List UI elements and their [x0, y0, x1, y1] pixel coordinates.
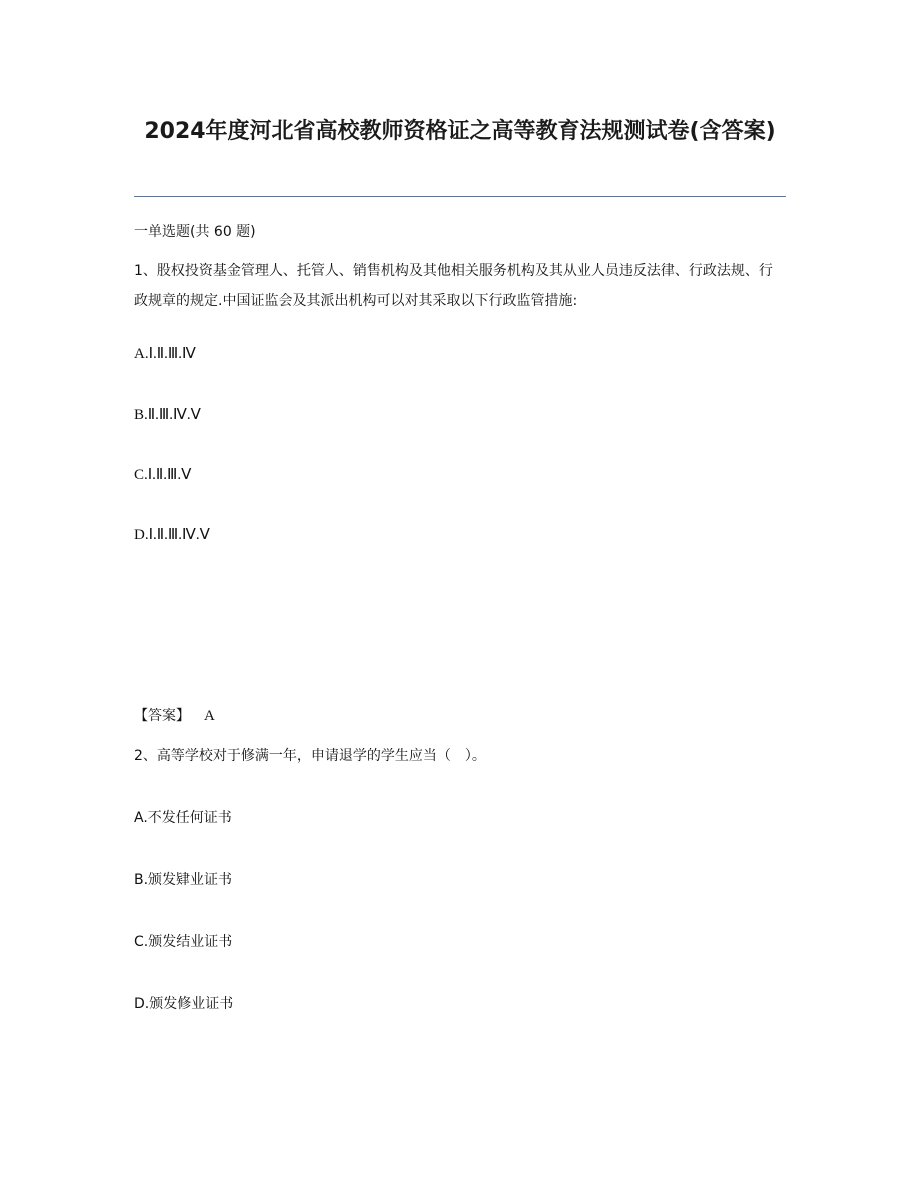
question-2-text: 2、高等学校对于修满一年，申请退学的学生应当（ ）。 — [134, 748, 486, 764]
answer-line — [134, 706, 215, 726]
question-2-option-d: D.颁发修业证书 — [134, 996, 234, 1012]
question-1-option-c: C.Ⅰ.Ⅱ.Ⅲ.Ⅴ — [134, 467, 192, 483]
question-1-text: 1、股权投资基金管理人、托管人、销售机构及其他相关服务机构及其从业人员违反法律、行政法规、行政规章的规定.中国证监会及其派出机构可以对其采取以下行政监管措施: — [134, 263, 773, 309]
answer-label: 【答案】 — [134, 708, 190, 724]
question-2-option-b: B.颁发肄业证书 — [134, 872, 233, 888]
question-1-option-d: D.Ⅰ.Ⅱ.Ⅲ.Ⅳ.Ⅴ — [134, 527, 210, 543]
page-title: 2024年度河北省高校教师资格证之高等教育法规测试卷(含答案) — [144, 119, 776, 144]
title-divider — [134, 196, 786, 197]
section-header: 一单选题(共 60 题) — [134, 224, 256, 240]
answer-value: A — [204, 708, 215, 724]
question-1-option-b: B.Ⅱ.Ⅲ.Ⅳ.Ⅴ — [134, 407, 201, 423]
question-2-option-c: C.颁发结业证书 — [134, 934, 233, 950]
question-2-option-a: A.不发任何证书 — [134, 810, 232, 826]
question-1-option-a: A.Ⅰ.Ⅱ.Ⅲ.Ⅳ — [134, 346, 196, 362]
